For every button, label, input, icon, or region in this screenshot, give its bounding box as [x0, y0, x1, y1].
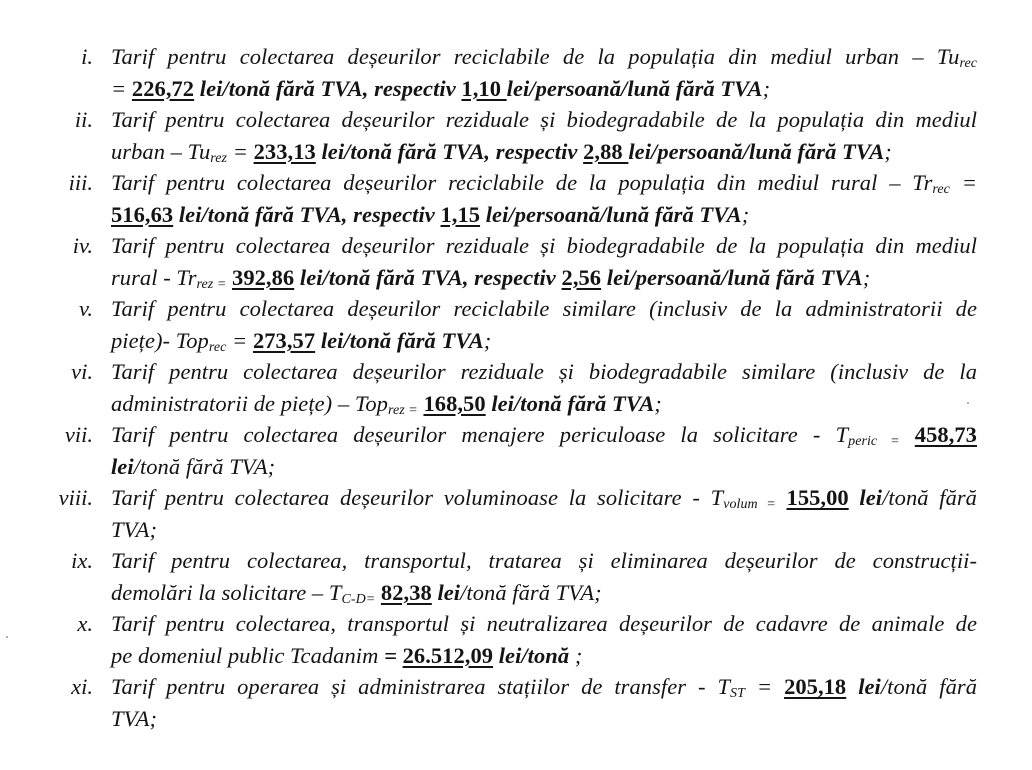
tariff-value: 2,88 [583, 138, 629, 164]
tariff-value: 233,13 [253, 138, 316, 164]
text-line [111, 703, 977, 735]
text-line [111, 199, 977, 231]
text-run: urban – Tu [111, 138, 211, 164]
tariff-value: 458,73 [914, 422, 977, 447]
text-run: Tarif pentru colectarea, transportul și neutralizarea deșeurilor de cadavre de animale de [111, 611, 977, 636]
text-run: Tarif pentru colectarea, transportul, tratarea și eliminarea deșeurilor de construcții- [111, 548, 977, 573]
text-line [111, 514, 977, 546]
list-number: viii. [58, 485, 93, 510]
list-text [111, 356, 977, 419]
text-line [111, 136, 977, 168]
list-text [111, 167, 977, 230]
text-line [111, 230, 977, 262]
text-line [111, 41, 977, 73]
text-run: Tarif pentru operarea și administrarea stațiilor de transfer - T [111, 674, 731, 699]
subscript: rez = [387, 402, 418, 418]
text-run: ; [569, 642, 583, 668]
list-text [111, 41, 977, 104]
text-run: piețe)- Top [111, 327, 209, 353]
text-run-bold: lei/tonă fără TVA [315, 327, 484, 353]
text-run: Tarif pentru colectarea deșeurilor reciclabile similare (inclusiv de la administratorii de [111, 296, 977, 321]
list-text [111, 545, 977, 608]
list-text [111, 608, 977, 671]
text-run-bold: lei/persoană/lună fără TVA [480, 201, 742, 227]
text-run-bold: lei/tonă fără TVA, respectiv [315, 138, 584, 164]
tariff-value: 26.512,09 [402, 642, 494, 668]
text-line [111, 325, 977, 357]
tariff-value: 516,63 [111, 201, 174, 227]
text-line [111, 545, 977, 577]
list-text [111, 230, 977, 293]
text-line [111, 482, 977, 514]
text-run-bold: lei/tonă fără TVA, respectiv [294, 264, 562, 290]
text-run-bold: lei [431, 579, 461, 605]
text-run-bold: lei [846, 674, 881, 699]
list-number: i. [81, 44, 93, 69]
subscript: rec [959, 56, 977, 71]
text-line [111, 671, 977, 703]
text-run-bold: lei/tonă fără TVA, respectiv [173, 201, 441, 227]
text-run-bold: lei/tonă [493, 642, 570, 668]
list-text [111, 482, 977, 545]
text-run-bold: lei/persoană/lună fără TVA [506, 75, 763, 101]
text-run: ; [741, 201, 750, 227]
text-run: TVA; [111, 705, 158, 731]
subscript: rec [208, 339, 227, 355]
text-run: rural - Tr [111, 264, 197, 290]
tariff-value: 1,15 [440, 201, 481, 227]
text-run: demolări la solicitare – T [111, 579, 342, 605]
text-line [111, 451, 977, 483]
list-text [111, 671, 977, 734]
list-text [111, 293, 977, 356]
text-line [111, 577, 977, 609]
text-run: ; [762, 75, 771, 101]
text-line [111, 167, 977, 199]
scan-speck [967, 402, 969, 404]
subscript: volum = [723, 497, 776, 512]
text-run: Tarif pentru colectarea deșeurilor reziduale și biodegradabile de la populația din mediul [111, 233, 977, 258]
subscript: rez [210, 150, 228, 166]
text-run: ; [483, 327, 492, 353]
tariff-value: 82,38 [380, 579, 432, 605]
text-run: pe domeniul public Tcadanim [111, 642, 385, 668]
scan-speck [6, 636, 8, 638]
text-run-bold: lei/tonă fără TVA [485, 390, 655, 416]
text-run-bold: = [384, 642, 403, 668]
text-run: ; [862, 264, 871, 290]
text-line [111, 388, 977, 420]
text-run: = [227, 138, 254, 164]
text-run: administratorii de piețe) – Top [111, 390, 388, 416]
text-line [111, 293, 977, 325]
text-line [111, 608, 977, 640]
text-run: Tarif pentru colectarea deșeurilor reziduale și biodegradabile similare (inclusiv de la [111, 359, 977, 384]
subscript: rez = [196, 276, 227, 292]
text-run-bold: lei/tonă fără TVA, respectiv [194, 75, 462, 101]
list-number: xi. [71, 674, 93, 699]
tariff-value: 392,86 [232, 264, 295, 290]
text-run-bold: lei [848, 485, 883, 510]
list-number: v. [79, 296, 93, 321]
text-run-bold: lei/persoană/lună fără TVA [601, 264, 863, 290]
list-number: vi. [71, 359, 93, 384]
subscript: ST [730, 686, 745, 701]
list-text [111, 104, 977, 167]
text-run [900, 422, 915, 447]
subscript: peric = [848, 434, 900, 449]
text-run: Tarif pentru colectarea deșeurilor voluminoase la solicitare - T [111, 485, 724, 510]
text-run: = [744, 674, 785, 699]
text-run: /tonă fără TVA; [460, 579, 602, 605]
text-line [111, 419, 977, 451]
text-run: /tonă fără [882, 485, 977, 510]
text-run: Tarif pentru colectarea deșeurilor reciclabile de la populația din mediul rural – Tr [111, 170, 933, 195]
text-run: Tarif pentru colectarea deșeurilor reciclabile de la populația din mediul urban – Tu [111, 44, 960, 69]
text-line [111, 356, 977, 388]
list-text [111, 419, 977, 482]
text-line [111, 104, 977, 136]
list-number: ii. [74, 107, 93, 132]
subscript: C-D= [341, 591, 376, 607]
tariff-value: 155,00 [786, 485, 849, 510]
tariff-value: 2,56 [561, 264, 602, 290]
tariff-value: 168,50 [423, 390, 486, 416]
list-number: iv. [72, 233, 93, 258]
text-run: /tonă fără [880, 674, 977, 699]
text-run [776, 485, 787, 510]
text-run: Tarif pentru colectarea deșeurilor reziduale și biodegradabile de la populația din mediul [111, 107, 977, 132]
tariff-value: 273,57 [252, 327, 316, 353]
list-number: ix. [71, 548, 93, 573]
list-number: x. [77, 611, 93, 636]
list-number: vii. [64, 422, 93, 447]
text-run: TVA; [111, 516, 158, 542]
list-number: iii. [68, 170, 93, 195]
text-run: ; [654, 390, 662, 416]
tariff-value: 226,72 [131, 75, 195, 101]
text-run: = [949, 170, 977, 195]
text-run: = [226, 327, 253, 353]
text-line [111, 73, 977, 105]
text-line [111, 640, 977, 672]
text-run: /tonă fără TVA; [133, 453, 276, 479]
text-run-bold: lei/persoană/lună fără TVA [628, 138, 885, 164]
text-run: = [111, 75, 132, 101]
text-run-bold: lei [111, 453, 134, 479]
text-run: Tarif pentru colectarea deșeurilor menajere periculoase la solicitare - T [111, 422, 849, 447]
text-run: ; [884, 138, 892, 164]
tariff-value: 1,10 [461, 75, 507, 101]
text-line [111, 262, 977, 294]
tariff-value: 205,18 [784, 674, 847, 699]
subscript: rec [932, 182, 950, 197]
